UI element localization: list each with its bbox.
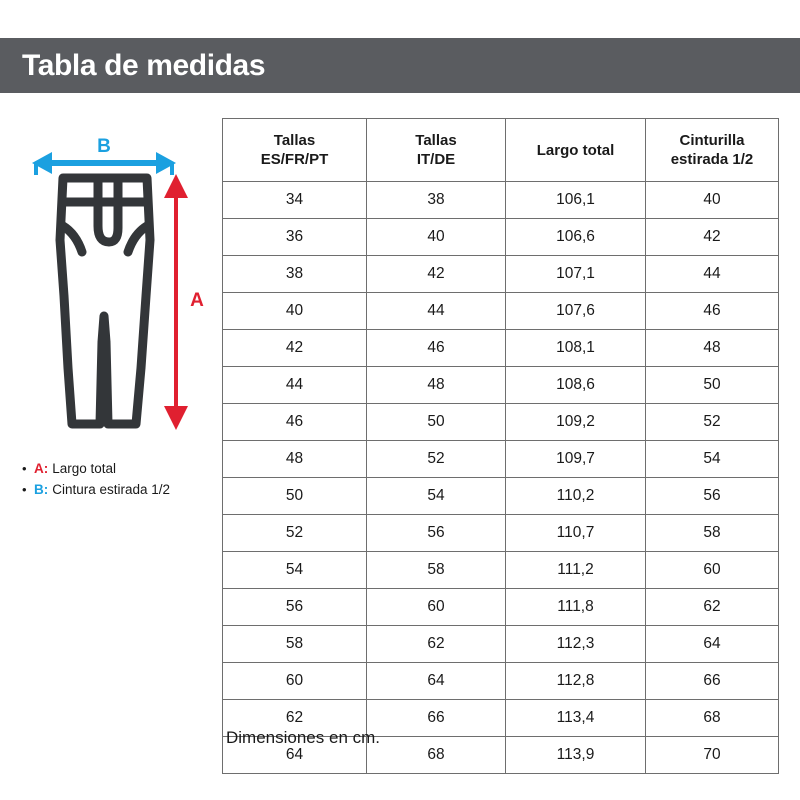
header-line-2: IT/DE [416, 151, 456, 168]
table-cell: 42 [367, 256, 506, 293]
table-row [223, 219, 779, 256]
header-line-1: Largo total [536, 141, 615, 159]
size-table-container [222, 118, 778, 774]
column-header-largo-total [506, 119, 646, 182]
table-cell: 60 [223, 663, 367, 700]
measure-b-label: B [97, 136, 111, 157]
table-cell: 46 [367, 330, 506, 367]
table-row [223, 256, 779, 293]
table-cell: 62 [646, 589, 779, 626]
table-cell: 54 [367, 478, 506, 515]
table-cell: 62 [223, 700, 367, 737]
legend-text-b: Cintura estirada 1/2 [52, 482, 171, 497]
table-cell: 40 [223, 293, 367, 330]
table-cell: 111,2 [506, 552, 646, 589]
table-row [223, 663, 779, 700]
table-row [223, 182, 779, 219]
table-cell: 56 [646, 478, 779, 515]
table-cell: 107,6 [506, 293, 646, 330]
legend-key-a: A: [34, 461, 49, 476]
table-cell: 60 [367, 589, 506, 626]
table-cell: 44 [646, 256, 779, 293]
table-cell: 42 [646, 219, 779, 256]
table-cell: 50 [646, 367, 779, 404]
header-line-1: Tallas [415, 132, 457, 149]
column-header-cinturilla-estirada [646, 119, 779, 182]
table-cell: 48 [367, 367, 506, 404]
table-cell: 62 [367, 626, 506, 663]
table-cell: 64 [646, 626, 779, 663]
table-cell: 40 [646, 182, 779, 219]
table-cell: 56 [367, 515, 506, 552]
table-cell: 64 [367, 663, 506, 700]
table-cell: 60 [646, 552, 779, 589]
table-cell: 58 [223, 626, 367, 663]
table-row [223, 441, 779, 478]
table-header-row [223, 119, 779, 182]
table-cell: 46 [223, 404, 367, 441]
units-note: Dimensiones en cm. [226, 728, 381, 747]
table-cell: 64 [223, 737, 367, 774]
table-body [223, 182, 779, 774]
table-cell: 48 [223, 441, 367, 478]
table-cell: 54 [646, 441, 779, 478]
table-cell: 58 [367, 552, 506, 589]
header-line-2: estirada 1/2 [670, 151, 754, 168]
table-cell: 56 [223, 589, 367, 626]
header-line-2: ES/FR/PT [260, 151, 329, 168]
header-bar [0, 38, 800, 93]
table-row [223, 330, 779, 367]
table-cell: 109,2 [506, 404, 646, 441]
table-cell: 110,7 [506, 515, 646, 552]
table-row [223, 404, 779, 441]
table-cell: 66 [367, 700, 506, 737]
table-row [223, 552, 779, 589]
table-cell: 112,8 [506, 663, 646, 700]
bullet-icon: • [22, 461, 27, 476]
table-cell: 68 [367, 737, 506, 774]
table-cell: 36 [223, 219, 367, 256]
table-cell: 113,4 [506, 700, 646, 737]
legend-item-a [22, 458, 232, 479]
table-cell: 68 [646, 700, 779, 737]
table-cell: 113,9 [506, 737, 646, 774]
legend-text-a: Largo total [52, 461, 117, 476]
table-cell: 109,7 [506, 441, 646, 478]
header-line-1: Tallas [273, 132, 316, 149]
table-cell: 38 [223, 256, 367, 293]
table-cell: 38 [367, 182, 506, 219]
legend-item-b [22, 479, 232, 500]
table-cell: 34 [223, 182, 367, 219]
table-row [223, 367, 779, 404]
table-cell: 52 [223, 515, 367, 552]
table-cell: 54 [223, 552, 367, 589]
bullet-icon: • [22, 482, 27, 497]
table-cell: 112,3 [506, 626, 646, 663]
table-cell: 110,2 [506, 478, 646, 515]
table-row [223, 589, 779, 626]
measure-a-label: A [190, 290, 204, 311]
table-cell: 52 [367, 441, 506, 478]
table-cell: 106,6 [506, 219, 646, 256]
measure-a-arrow [164, 174, 188, 430]
measurement-legend [22, 458, 232, 500]
table-cell: 108,1 [506, 330, 646, 367]
table-cell: 52 [646, 404, 779, 441]
table-cell: 108,6 [506, 367, 646, 404]
table-row [223, 626, 779, 663]
pants-diagram-panel [14, 130, 214, 440]
size-table [222, 118, 779, 774]
pants-diagram-icon [14, 130, 214, 440]
table-cell: 48 [646, 330, 779, 367]
table-cell: 46 [646, 293, 779, 330]
table-cell: 106,1 [506, 182, 646, 219]
table-row [223, 293, 779, 330]
table-cell: 40 [367, 219, 506, 256]
table-cell: 107,1 [506, 256, 646, 293]
table-cell: 42 [223, 330, 367, 367]
table-cell: 58 [646, 515, 779, 552]
table-cell: 44 [223, 367, 367, 404]
column-header-tallas-it-de [367, 119, 506, 182]
column-header-tallas-es-fr-pt [223, 119, 367, 182]
table-cell: 70 [646, 737, 779, 774]
table-row [223, 515, 779, 552]
table-cell: 111,8 [506, 589, 646, 626]
header-line-1: Cinturilla [679, 132, 745, 149]
legend-key-b: B: [34, 482, 49, 497]
table-row [223, 478, 779, 515]
table-cell: 50 [367, 404, 506, 441]
table-cell: 44 [367, 293, 506, 330]
table-cell: 50 [223, 478, 367, 515]
page-title: Tabla de medidas [22, 48, 266, 82]
table-cell: 66 [646, 663, 779, 700]
